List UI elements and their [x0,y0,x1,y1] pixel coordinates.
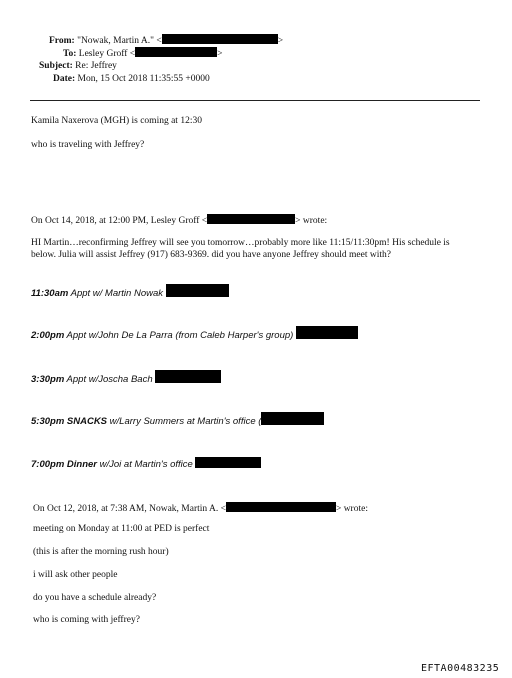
header-divider [30,100,480,101]
quote-line: who is coming with jeffrey? [33,615,140,625]
from-value: "Nowak, Martin A." < [77,36,162,46]
redaction-bar [195,457,261,468]
date-line [53,74,210,84]
quote-paragraph-line: below. Julia will assist Jeffrey (917) 683-9369. did you have anyone Jeffrey should meet with? [31,250,391,260]
to-value: Lesley Groff < [78,49,136,59]
schedule-text: Appt w/Joscha Bach [64,374,156,385]
subject-value: Re: Jeffrey [75,61,117,71]
redaction-bar [261,412,324,425]
redaction-bar [135,47,217,57]
quote-intro [31,214,327,226]
schedule-time: 11:30am [31,288,69,299]
message-line: who is traveling with Jeffrey? [31,140,145,150]
bates-number: EFTA00483235 [421,663,500,674]
close-bracket: > [217,49,223,59]
redaction-bar [162,34,278,44]
schedule-time: 7:00pm Dinner [31,459,97,470]
redaction-bar [296,326,358,339]
redaction-bar [226,502,336,512]
schedule-text: Appt w/John De La Parra (from Caleb Harper's group) [64,330,296,341]
subject-line [39,61,117,71]
quote-line: i will ask other people [33,570,118,580]
quote-line: meeting on Monday at 11:00 at PED is perfect [33,524,210,534]
schedule-item [31,284,229,299]
to-line [63,47,223,59]
redaction-bar [155,370,221,383]
quote-intro [33,502,368,514]
to-label: To: [63,49,77,59]
from-label: From: [49,36,75,46]
schedule-text: Appt w/ Martin Nowak [68,288,166,299]
quote-intro-text: On Oct 12, 2018, at 7:38 AM, Nowak, Martin A. < [33,504,226,514]
redaction-bar [166,284,229,297]
quote-intro-text: On Oct 14, 2018, at 12:00 PM, Lesley Groff < [31,216,208,226]
schedule-item [31,326,358,341]
schedule-item [31,457,261,470]
quote-paragraph-line: HI Martin…reconfirming Jeffrey will see you tomorrow…probably more like 11:15/11:30pm! His schedule is [31,238,450,248]
from-line [49,34,283,46]
message-line: Kamila Naxerova (MGH) is coming at 12:30 [31,116,202,126]
schedule-item [31,370,221,385]
schedule-text: w/Joi at Martin's office [97,459,196,470]
schedule-time: 2:00pm [31,330,65,341]
schedule-text: w/Larry Summers at Martin's office ( [107,416,262,427]
quote-intro-end: > wrote: [335,504,368,514]
schedule-time: 3:30pm [31,374,65,385]
date-label: Date: [53,74,76,84]
quote-line: do you have a schedule already? [33,593,157,603]
close-bracket: > [277,36,284,46]
quote-intro-end: > wrote: [295,216,328,226]
subject-label: Subject: [39,61,73,71]
quote-line: (this is after the morning rush hour) [33,547,169,557]
redaction-bar [207,214,295,224]
date-value: Mon, 15 Oct 2018 11:35:55 +0000 [77,74,210,84]
schedule-time: 5:30pm SNACKS [31,416,108,427]
schedule-item [31,412,324,427]
